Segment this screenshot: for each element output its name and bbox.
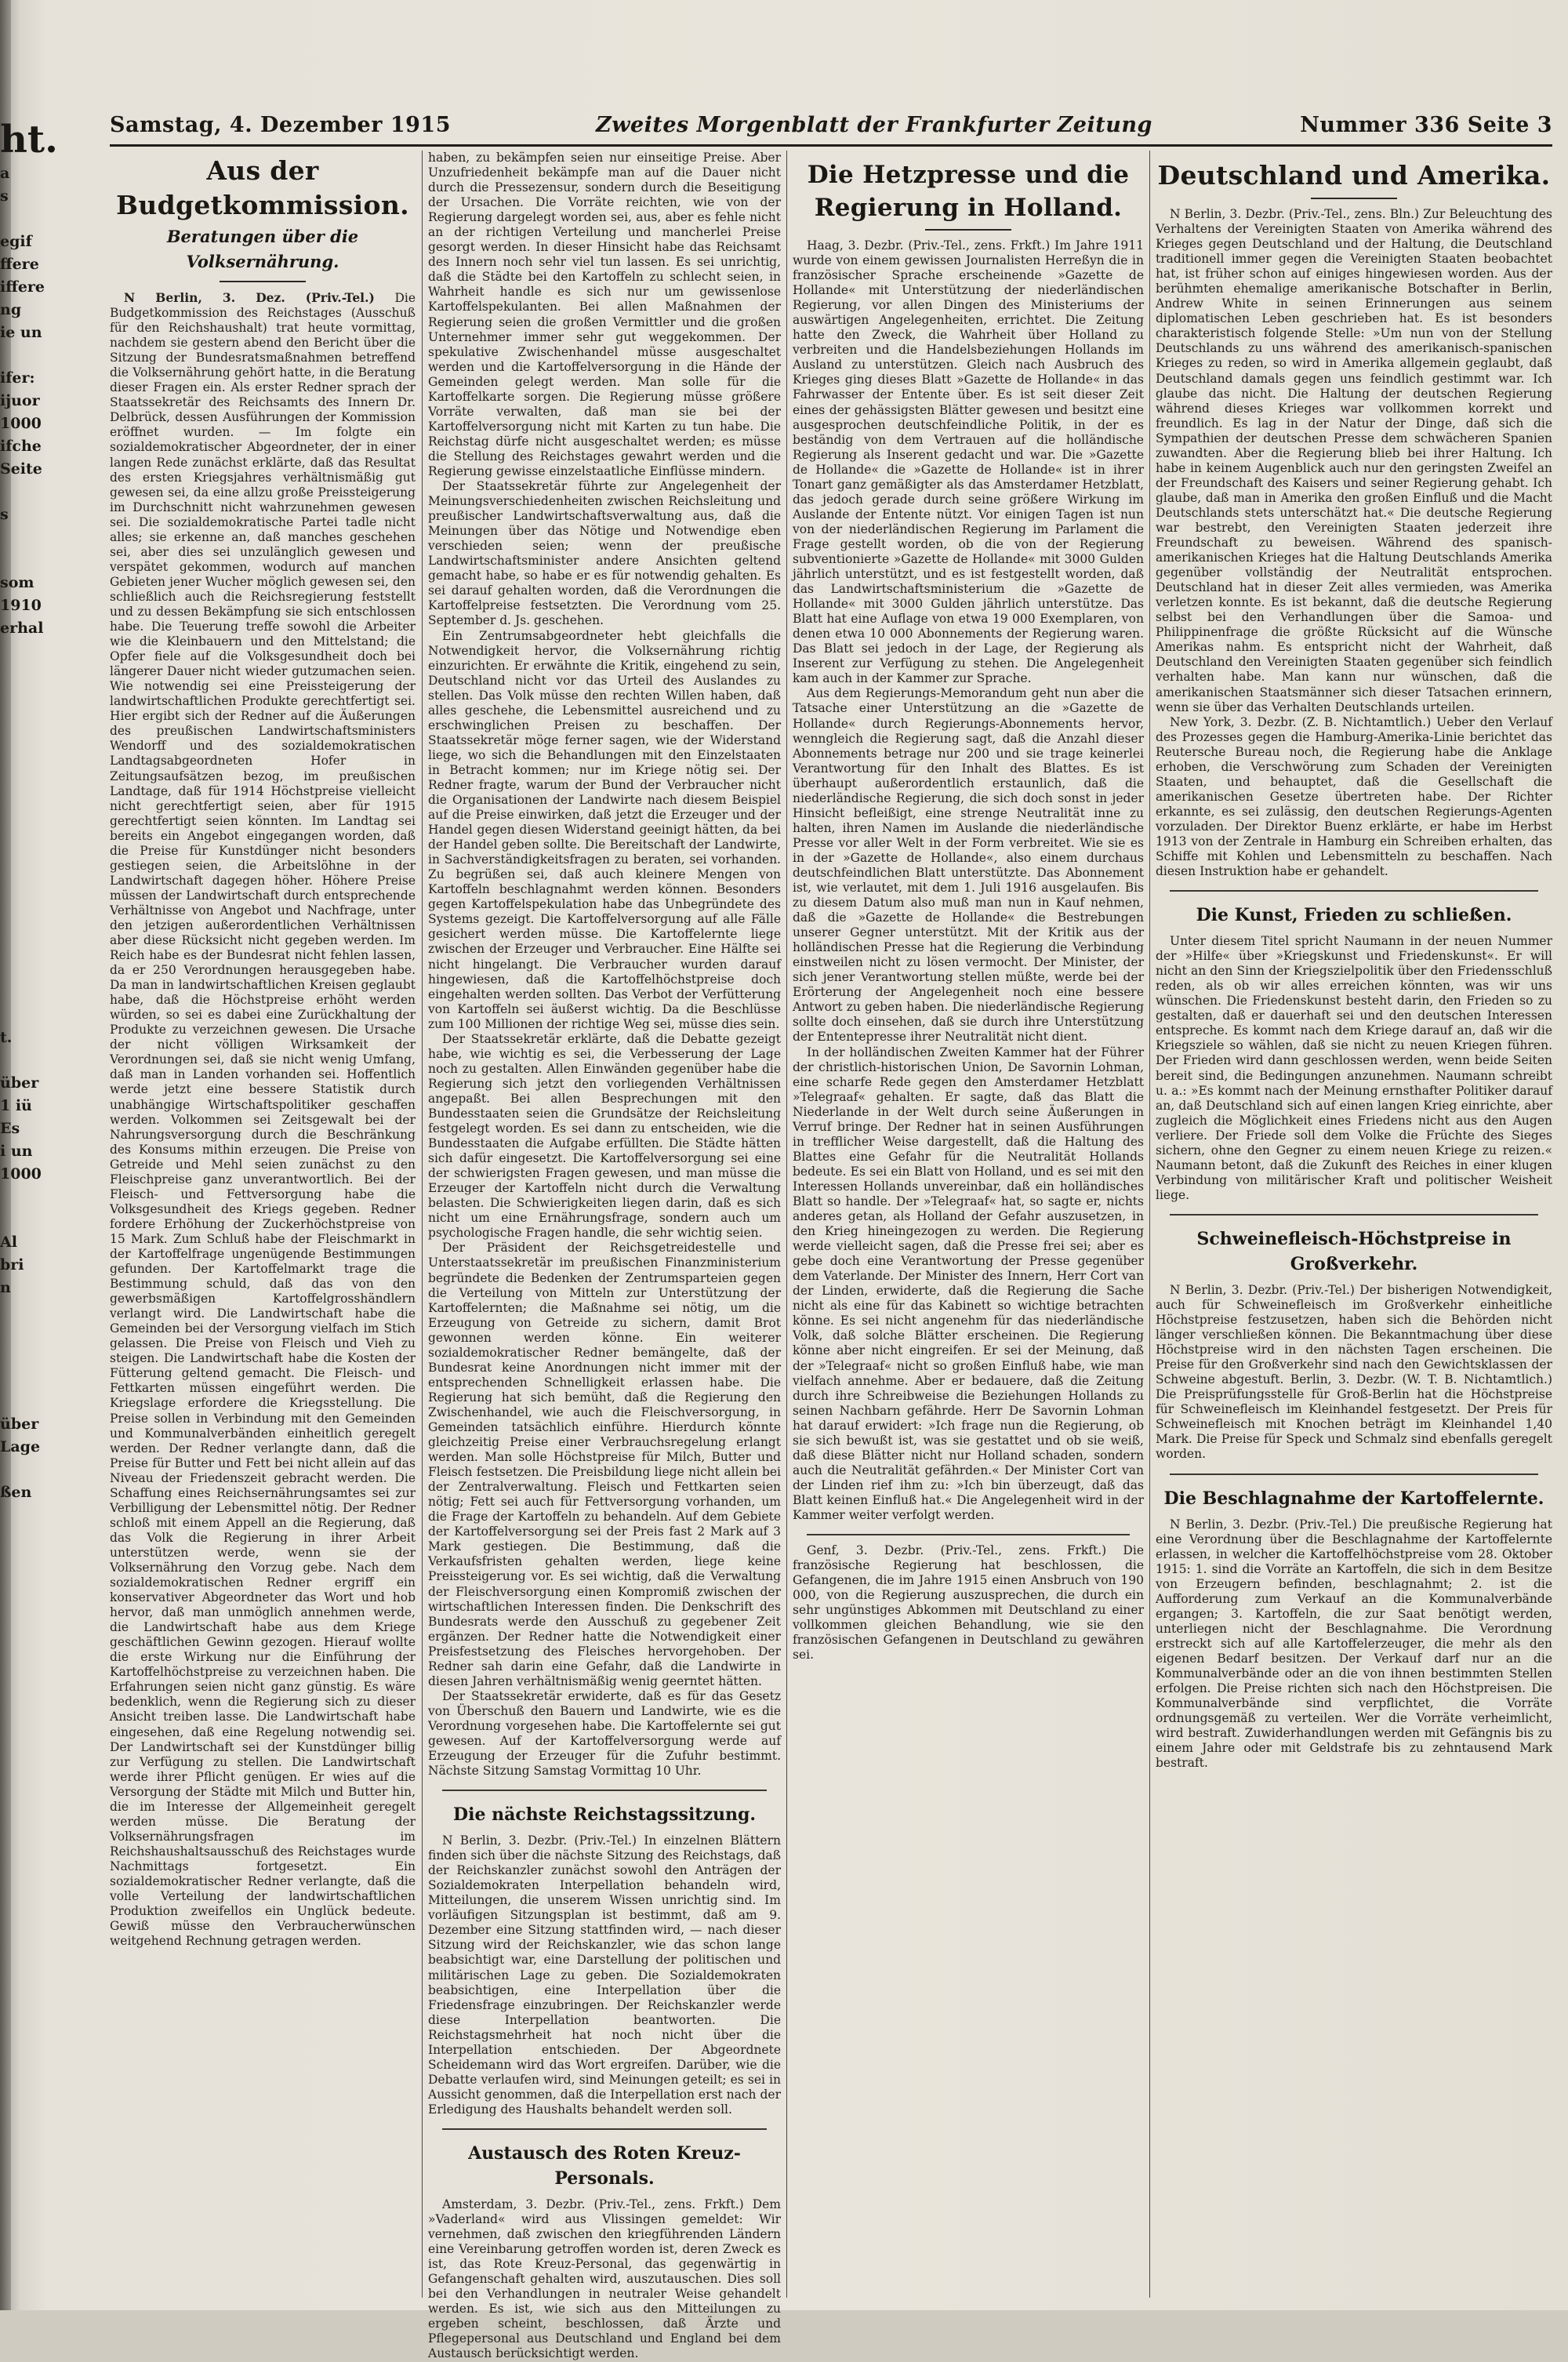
cut-fragment: ifer:	[0, 369, 35, 387]
cut-fragment: ifche	[0, 438, 42, 455]
article-body	[793, 238, 1144, 1523]
paragraph: Der Staatssekretär erklärte, daß die Debatte gezeigt habe, wie wichtig es sei, die Verbesserung der Lage noch zu gestalten. Allen Einwänden gegenüber habe die Regierung sich jetzt den vorliegenden Verhältnissen angepaßt. Bei allen Besprechungen mit den Bundesstaaten seien die Grundsätze der Reichsleitung festgelegt worden. Es sei dann zu entscheiden, wie die Bundesstaaten die Aufgabe erfüllten. Die Städte hätten sich dafür eingesetzt. Die Kartoffelversorgung sei eine der schwierigsten Fragen gewesen, und man müsse die Erzeuger der Kartoffeln nicht durch die Verwaltung belasten. Die Schwierigkeiten liegen darin, daß es sich nicht um eine Ernährungsfrage, sondern auch um psychologische Fragen handle, die sehr wichtig seien.	[428, 1031, 781, 1241]
section-headline: Schweinefleisch-Höchstpreise in Großverkehr.	[1196, 1228, 1512, 1274]
cut-fragment	[0, 345, 28, 366]
cut-fragment: 1910	[0, 597, 42, 614]
cut-fragment	[0, 1687, 28, 1708]
cut-fragment	[0, 1732, 28, 1753]
cut-fragment: über	[0, 1415, 39, 1433]
masthead	[110, 108, 1552, 147]
cut-fragment	[0, 754, 28, 776]
cut-fragment	[0, 1937, 28, 1958]
section-rule	[442, 1790, 767, 1791]
cut-fragment: Al	[0, 1234, 17, 1251]
cut-fragment	[0, 709, 28, 730]
column-1	[110, 151, 416, 2298]
cut-fragment	[0, 1869, 28, 1890]
cut-fragment	[0, 209, 28, 230]
article-body	[1156, 934, 1552, 1203]
cut-fragment: ijuor	[0, 392, 40, 409]
cut-fragment	[0, 1573, 28, 1594]
paragraph: Aus dem Regierungs-Memorandum geht nun aber die Tatsache einer Unterstützung an die »Gazette de Hollande« durch Regierungs-Abonnements hervor, wenngleich die Regierung sagt, daß die Anzahl dieser Abonnements betrage nur 200 und sie trage keinerlei Verantwortung für den Inhalt des Blattes. Es ist überhaupt außerordentlich erstaunlich, daß die niederländische Regierung, die sich doch sonst in jeder Hinsicht befleißigt, eine strenge Neutralität inne zu halten, ihren Namen im Auslande die niederländische Presse vor aller Welt in der Form verbreitet. Wie sie es in der »Gazette de Hollande«, also einem durchaus deutschfeindlichen Blatt unterstützte. Das Abonnement ist, wie verlautet, mit dem 1. Juli 1916 ausgelaufen. Bis zu diesem Datum also muß man nun in Kauf nehmen, daß die »Gazette de Hollande« die Bestrebungen unserer Gegner unterstützt. Mit der Kritik aus der holländischen Presse hat die Regierung die Verbindung einstweilen nicht zu lösen vermocht. Der Minister, der sich jener Verantwortung stellen müßte, werde bei der Erörterung der Angelegenheit noch eine bessere Antwort zu geben haben. Die niederländische Regierung sollte doch einsehen, daß sie durch ihre Unterstützung der Ententepresse ihrer Neutralität nicht dient.	[793, 686, 1144, 1045]
column-divider	[1149, 151, 1150, 2298]
paragraph: Ein Zentrumsabgeordneter hebt gleichfalls die Notwendigkeit hervor, die Volksernährung richtig einzurichten. Er erwähnte die Kritik, eingehend zu sein, Deutschland nicht vor das Urteil des Auslandes zu stellen. Das Volk müsse den rechten Willen haben, daß alles geschehe, die Lebensmittel ausreichend und zu erschwinglichen Preisen zu beschaffen. Der Staatssekretär möge ferner sagen, wie der Widerstand liege, wo sich die Behandlungen mit den Einzelstaaten in Betracht kommen; nur im Kriege nötig sei. Der Redner fragte, warum der Bund der Verbraucher nicht die Organisationen der Landwirte nach diesem Beispiel auf die Preise einwirken, daß jetzt die Erzeuger und der Handel gegen diesen Widerstand geeinigt hätten, da bei der Handel geben sollte. Die Bereitschaft der Landwirte, in Sachverständigkeitsfragen zu beraten, sei vorhanden. Zu begrüßen sei, daß auch kleinere Mengen von Kartoffeln beschlagnahmt werden können. Besonders gegen Kartoffelspekulation habe das Unbegründete des Systems gezeigt. Die Kartoffelversorgung auf alle Fälle gesichert werden müsse. Die Kartoffelernte liege zwischen der Erzeuger und Verbraucher. Eine Hälfte sei nicht hingelangt. Die Verbraucher wurden darauf hingewiesen, daß die Kartoffelhöchstpreise doch eingehalten werden sollten. Das Verbot der Verfütterung von Kartoffeln sei äußerst wichtig. Da die Beschlüsse zum 100 Millionen der richtige Weg sei, müsse dies sein.	[428, 628, 781, 1031]
article-text: Die Budgetkommission des Reichstages (Ausschuß für den Reichshaushalt) trat heute vormittag, nachdem sie gestern abend den Bericht über die Sitzung der Bundesratsmaßnahmen betreffend die Volksernährung gehört hatte, in die Beratung dieser Fragen ein. Als erster Redner sprach der Staatssekretär des Reichsamts des Innern Dr. Delbrück, dessen Ausführungen der Kommission eröffnet wurden. — Im folgte ein sozialdemokratischer Abgeordneter, der in einer langen Rede zunächst erklärte, daß das Resultat des ersten Kriegsjahres verhältnismäßig gut gewesen sei, da eine allzu große Preissteigerung im Durchschnitt nicht wahrzunehmen gewesen sei. Die sozialdemokratische Partei tadle nicht alles; sie erkenne an, daß manches geschehen sei, aber dies sei unzulänglich gewesen und verspätet gekommen, wodurch auf manchen Gebieten jener Wucher möglich gewesen sei, den schließlich auch die Reichsregierung feststellt und zu dessen Bekämpfung sie sich entschlossen habe. Die Teuerung treffe sowohl die Arbeiter wie die Kleinbauern und den Mittelstand; die Opfer fiele auf die Volksgesundheit doch bei längerer Dauer nicht wieder gutzumachen seien. Wie notwendig sei eine Preissteigerung der landwirtschaftlichen Produkte gerechtfertigt sei. Hier ergibt sich der Redner auf die Äußerungen des preußischen Landwirtschaftsministers Wendorff und des sozialdemokratischen Landtagsabgeordneten Hofer in Zeitungsaufsätzen bezog, im preußischen Landtage, daß für 1914 Höchstpreise vielleicht nicht gerechtfertigt seien, aber für 1915 gerechtfertigt seien könnten. Im Landtag sei bereits ein Angebot eingegangen worden, daß die Preise für Kunstdünger nicht besonders gestiegen seien, die Arbeitslöhne in der Landwirtschaft dagegen höher. Höhere Preise müssen der Landwirtschaft durch entsprechende Verhältnisse von Angebot und Nachfrage, unter den jetzigen außerordentlichen Verhältnissen aber diese Rücksicht nicht gegeben werden. Im Reich habe es der Bundesrat nicht fehlen lassen, da er 250 Verordnungen herausgegeben habe. Da man in landwirtschaftlichen Kreisen geglaubt habe, daß die Höchstpreise erhöht werden würden, so sei es dabei eine Zurückhaltung der Produkte zu verzeichnen gewesen. Die Ursache der nicht völligen Wirksamkeit der Verordnungen sei, daß sie nicht wenig Umfang, daß man in Landen vorhanden sei. Hoffentlich werde jetzt eine bessere Statistik durch unabhängige Wirtschaftspolitiker geschaffen werden. Volkommen sei Zeitsgewalt bei der Nahrungsversorgung durch die Beschränkung des Konsums mithin erzeugen. Die Preise von Getreide und Mehl seien zunächst zu den Fleischpreise ganz unverantwortlich. Bei der Fleisch- und Fettversorgung habe die Volksgesundheit des Kriegs gegeben. Redner fordere Erhöhung der Zuckerhöchstpreise von 15 Mark. Zum Schluß habe der Fleischmarkt in der Kartoffelfrage ungenügende Bestimmungen gefunden. Der Kartoffelmarkt trage die Bestimmung schuld, daß das von den gewerbsmäßigen Kartoffelgrosshändlern verlangt wird. Die Landwirtschaft habe die Gemeinden bei der Versorgung vielfach im Stich gelassen. Die Preise von Fleisch und Vieh zu steigen. Die Landwirtschaft habe die Kosten der Fütterung geltend gemacht. Die Fleisch- und Fettkarten müssen eingeführt werden. Die Kriegslage erfordere die Kriegsstellung. Die Preise sollen in Verbindung mit den Gemeinden und Kommunalverbänden einheitlich geregelt werden. Der Redner verlangte dann, daß die Preise für Butter und Fett bei nicht allein auf das Niveau der Friedenszeit gebracht werden. Die Schaffung eines Reichsernährungsamtes sei zur Verbilligung der Lebensmittel nötig. Der Redner schloß mit einem Appell an die Regierung, daß das Volk die Regierung in ihrer Arbeit unterstützen werde, wenn sie der Volksernährung den Vorzug gebe. Nach dem sozialdemokratischen Redner ergriff ein konservativer Abgeordneter das Wort und hob hervor, daß man unmöglich annehmen werde, die Landwirtschaft habe aus dem Kriege geschäftlichen Gewinn gezogen. Hierauf wollte die erste Wirkung nur die Einführung der Kartoffelhöchstpreise zu verzeichnen haben. Die Erfahrungen seien nicht ganz günstig. Es wäre bedenklich, wenn die Regierung sich zu dieser Ansicht treiben lasse. Die Landwirtschaft habe eingesehen, daß eine Regelung notwendig sei. Der Landwirtschaft sei der Kunstdünger billig zur Verfügung zu stellen. Die Landwirtschaft werde ihrer Pflicht genügen. Er wies auf die Versorgung der Städte mit Milch und Butter hin, die im Interesse der Allgemeinheit geregelt werden müsse. Die Beratung der Volksernährungsfragen im Reichshaushaltsausschuß des Reichstages wurde Nachmittags fortgesetzt. Ein sozialdemokratischer Redner verlangte, daß die volle Verteilung der landwirtschaftlichen Produktion zweifellos ein Unglück bedeute. Gewiß müsse den Verbraucherwünschen weitgehend Rechnung getragen werden.	[110, 291, 416, 1949]
cut-fragment	[0, 663, 28, 685]
cut-fragment	[0, 1596, 28, 1617]
cut-fragment	[0, 982, 28, 1003]
paragraph: N Berlin, 3. Dezbr. (Priv.-Tel.) Der bisherigen Notwendigkeit, auch für Schweinefleisch im Großverkehr einheitliche Höchstpreise festzusetzen, haben sich die Behörden nicht länger verschließen können. Die Bekanntmachung über diese Höchstpreise wird in den nächsten Tagen erscheinen. Die Preise für den Großverkehr sind nach den Gewichtsklassen der Schweine abgestuft. Berlin, 3. Dezbr. (W. T. B. Nichtamtlich.) Die Preisprüfungsstelle für Groß-Berlin hat die Höchstpreise für Schweinefleisch im Kleinhandel festgesetzt. Der Preis für Schweinefleisch mit Knochen beträgt im Kleinhandel 1,40 Mark. Die Preise für Speck und Schmalz sind ebenfalls geregelt worden.	[1156, 1282, 1552, 1462]
issue-number-page: Nummer 336 Seite 3	[1300, 113, 1552, 137]
cut-fragment: Es	[0, 1120, 20, 1137]
section-rule	[1170, 1474, 1538, 1475]
article-body	[1156, 1283, 1552, 1463]
cut-fragment: Lage	[0, 1438, 41, 1455]
cut-fragment	[0, 1323, 28, 1344]
cut-fragment	[0, 550, 28, 571]
cut-fragment: ffere	[0, 256, 39, 273]
newspaper-title: Zweites Morgenblatt der Frankfurter Zeitung	[596, 113, 1152, 137]
article-body	[110, 290, 416, 1949]
section-rule	[1170, 1214, 1538, 1216]
paragraph: Amsterdam, 3. Dezbr. (Priv.-Tel., zens. Frkft.) Dem »Vaderland« wird aus Vlissingen gemeldet: Wir vernehmen, daß zwischen den kriegführenden Ländern eine Vereinbarung getroffen worden ist, deren Zweck es ist, das Rote Kreuz-Personal, das gegenwärtig in Gefangenschaft gehalten wird, auszutauschen. Dies soll bei den Verhandlungen in neutraler Weise gehandelt werden. Es ist, wie sich aus den Mitteilungen zu ergeben scheint, beschlossen, daß Ärzte und Pflegepersonal aus Deutschland und England bei dem Austausch berücksichtigt werden.	[428, 2197, 781, 2361]
cut-fragment	[0, 1005, 28, 1026]
cut-fragment	[0, 868, 28, 889]
cut-fragment: ßen	[0, 1484, 32, 1501]
article-body	[428, 1833, 781, 2117]
cut-fragment: über	[0, 1074, 39, 1092]
cut-fragment: t.	[0, 1029, 13, 1046]
paragraph: In der holländischen Zweiten Kammer hat der Führer der christlich-historischen Union, De Savornin Lohman, eine scharfe Rede gegen den Amsterdamer Hetzblatt »Telegraaf« gehalten. Er sagte, daß das Blatt die Niederlande in der Welt durch seine Äußerungen in Verruf bringe. Der Redner hat in seinen Ausführungen in trefflicher Weise dargestellt, daß die Haltung des Blattes eine Gefahr für die Neutralität Hollands bedeute. Es sei ein Blatt von Holland, und es sei mit den Interessen Hollands unvereinbar, daß ein holländisches Blatt so handle. Der »Telegraaf« hat, so sagte er, nichts anderes getan, als Holland der Gefahr auszusetzen, in den Krieg hineingezogen zu werden. Die Regierung werde vielleicht sagen, daß die Presse frei sei; aber es gebe doch eine Verantwortung der Presse gegenüber dem Vaterlande. Der Minister des Innern, Herr Cort van der Linden, erwiderte, daß die Regierung die Sache nicht als eine für das Kabinett so wichtige betrachten könne. Es sei nicht angenehm für das niederländische Volk, daß solche Blätter erscheinen. Die Regierung könne aber nicht eingreifen. Er sei der Meinung, daß der »Telegraaf« nicht so großen Einfluß habe, wie man vielfach annehme. Aber er bedauere, daß die Zeitung durch ihre Schreibweise die Beziehungen Hollands zu seinen Nachbarn gefährde. Herr De Savornin Lohman hat darauf erwidert: »Ich frage nun die Regierung, ob sie sich bewußt ist, was sie gestattet und ob sie weiß, daß diese Blätter nicht nur Holland schaden, sondern auch die Neutralität gefährden.« Der Minister Cort van der Linden rief ihm zu: »Ich bin überzeugt, daß das Blatt keinen Einfluß hat.« Die Angelegenheit wird in der Kammer weiter verfolgt werden.	[793, 1045, 1144, 1522]
article-body	[1156, 207, 1552, 879]
article-headline: Die Hetzpresse und die Regierung in Holland.	[807, 161, 1130, 222]
cut-fragment	[0, 959, 28, 980]
paragraph: N Berlin, 3. Dezbr. (Priv.-Tel.) Die preußische Regierung hat eine Verordnung über die Beschlagnahme der Kartoffelernte erlassen, in welcher die Kartoffelhöchstpreise vom 28. Oktober 1915: 1. sind die Vorräte an Kartoffeln, die sich in dem Besitze von Erzeugern befinden, beschlagnahmt; 2. ist die Aufforderung zum Verkauf an die Kommunalverbände ergangen; 3. Kartoffeln, die zur Saat benötigt werden, unterliegen nicht der Beschlagnahme. Die Verordnung erstreckt sich auf alle Kartoffelerzeuger, die mehr als den eigenen Bedarf besitzen. Der Verkauf darf nur an die Kommunalverbände oder an die von ihnen bestimmten Stellen erfolgen. Die Preise richten sich nach den Höchstpreisen. Die Kommunalverbände sind verpflichtet, die Vorräte ordnungsgemäß zu verteilen. Wer die Vorräte verheimlicht, wird bestraft. Zuwiderhandlungen werden mit Gefängnis bis zu einem Jahre oder mit Geldstrafe bis zu zehntausend Mark bestraft.	[1156, 1517, 1552, 1771]
cut-fragment	[0, 481, 28, 503]
cut-fragment	[0, 1391, 28, 1412]
cut-fragment	[0, 800, 28, 821]
cut-fragments	[0, 163, 45, 1958]
cut-fragment: a	[0, 165, 10, 182]
cut-fragment	[0, 1846, 28, 1867]
section-headline: Austausch des Roten Kreuz-Personals.	[468, 2143, 741, 2189]
cut-fragment	[0, 1778, 28, 1799]
cut-fragment: 1000	[0, 415, 42, 432]
cut-fragment	[0, 1641, 28, 1662]
section-rule	[807, 1534, 1130, 1535]
paragraph: Haag, 3. Dezbr. (Priv.-Tel., zens. Frkft.) Im Jahre 1911 wurde von einem gewissen Journalisten Herreßyn die in französischer Sprache erscheinende »Gazette de Hollande« mit Unterstützung der niederländischen Regierung, vor allen Dingen des Ministeriums der auswärtigen Angelegenheiten, errichtet. Die Zeitung hatte den Zweck, die Wahrheit über Holland zu verbreiten und die Handelsbeziehungen Hollands im Ausland zu unterstützen. Gleich nach Ausbruch des Krieges ging dieses Blatt »Gazette de Hollande« in das Fahrwasser der Entente über. Es ist seit dieser Zeit eines der gehässigsten Blätter gewesen und besitzt eine ausgesprochen deutschfeindliche Politik, in der es beständig von dem Vertrauen auf die holländische Regierung als Inserent gedacht und war. Die »Gazette de Hollande« die »Gazette de Hollande« ist in ihrer Tonart ganz gemäßigter als das Amsterdamer Hetzblatt, das jedoch gerade durch seine größere Wirkung im Auslande der Entente nützt. Vor einigen Tagen ist nun von der niederländischen Regierung im Parlament die Frage gestellt worden, ob die von der Regierung subventionierte »Gazette de Hollande« mit 3000 Gulden jährlich unterstützt, und es ist festgestellt worden, daß das Landwirtschaftsministerium die »Gazette de Hollande« mit 3000 Gulden jährlich unterstütze. Das Blatt hat eine Auflage von etwa 19 000 Exemplaren, von denen etwa 10 000 Abonnements der Regierung waren. Das Blatt sei jedoch in der Lage, der Regierung als Inserent zur Verfügung zu stehen. Die Angelegenheit kam auch in der Kammer zur Sprache.	[793, 238, 1144, 686]
cut-fragment	[0, 823, 28, 844]
cut-fragment	[0, 1300, 28, 1321]
article-subheadline: Beratungen über die Volksernährung.	[166, 227, 359, 271]
cut-fragment	[0, 1914, 28, 1935]
paragraph: Der Staatssekretär erwiderte, daß es für das Gesetz von Überschuß den Bauern und Landwirte, wie es die Verordnung vorgesehen habe. Die Kartoffelernte sei gut gewesen. Auf der Kartoffelversorgung werde auf Erzeugung der Erzeuger für die Zufuhr bestimmt. Nächste Sitzung Samstag Vormittag 10 Uhr.	[428, 1688, 781, 1779]
cut-fragment: ng	[0, 301, 22, 318]
paragraph: Der Staatssekretär führte zur Angelegenheit der Meinungsverschiedenheiten zwischen Reichsleitung und preußischer Landwirtschaftsverwaltung aus, daß die Meinungen über das Nötige und Notwendige eben verschieden seien; wenn der preußische Landwirtschaftsminister andere Ansichten geltend gemacht habe, so habe er es für notwendig gehalten. Es sei darauf gehalten worden, daß die Verordnungen die Kartoffelpreise festsetzten. Die Verordnung vom 25. September d. Js. geschehen.	[428, 479, 781, 628]
section-rule	[442, 2128, 767, 2130]
cut-fragment	[0, 1050, 28, 1071]
article-body	[428, 2197, 781, 2362]
article-body	[793, 1543, 1144, 1662]
paragraph: New York, 3. Dezbr. (Z. B. Nichtamtlich.) Ueber den Verlauf des Prozesses gegen die Hamburg-Amerika-Linie berichtet das Reutersche Bureau noch, die Regierung habe die Anklage erhoben, die Verschwörung zum Schaden der Vereinigten Staaten, und behauptet, daß die Gesellschaft die amerikanischen Gesetze übertreten habe. Der Richter erkannte, es sei zulässig, den deutschen Regierungs-Agenten vorzuladen. Der Direktor Buenz erklärte, er habe im Herbst 1913 von der Zentrale in Hamburg ein Schreiben erhalten, das Schiffe mit Kohlen und Lebensmitteln zu beschaffen. Nach diesen Instruktion habe er gehandelt.	[1156, 714, 1552, 879]
dateline: N Berlin, 3. Dez. (Priv.-Tel.)	[124, 290, 375, 305]
cut-fragment: erhal	[0, 620, 44, 637]
cut-fragment	[0, 1823, 28, 1844]
cut-fragment	[0, 686, 28, 707]
short-rule	[925, 229, 1011, 231]
cut-fragment: bri	[0, 1256, 24, 1274]
article-continuation	[428, 151, 781, 1779]
cut-fragment	[0, 891, 28, 912]
cut-fragment	[0, 641, 28, 662]
cut-fragment	[0, 777, 28, 798]
cut-fragment	[0, 1755, 28, 1776]
cut-headline: ht.	[0, 118, 58, 162]
cut-fragment	[0, 1801, 28, 1822]
section-rule	[1170, 890, 1538, 892]
section-headline: Die Beschlagnahme der Kartoffelernte.	[1163, 1488, 1544, 1509]
paragraph: N Berlin, 3. Dezbr. (Priv.-Tel., zens. Bln.) Zur Beleuchtung des Verhaltens der Vereinigten Staaten von Amerika während des Krieges gegen Deutschland und der Haltung, die Deutschland traditionell immer gegen die Vereinigten Staaten beobachtet hat, ist früher schon auf einiges hingewiesen worden. Aus der berühmten ehemalige amerikanische Botschafter in Berlin, Andrew White in seinen Erinnerungen aus seinem diplomatischen Leben geschrieben hat. Es ist besonders charakteristisch folgende Stelle: »Um nun von der Stellung Deutschlands zu uns während des amerikanisch-spanischen Krieges zu reden, so wird in Amerika allgemein geglaubt, daß Deutschland damals gegen uns feindlich gestimmt war. Ich glaube das nicht. Die Haltung der deutschen Regierung während dieses Krieges war vollkommen korrekt und freundlich. Es lag in der Natur der Dinge, daß sich die Sympathien der deutschen Presse dem schwächeren Spanien zuwandten. Aber die Regierung blieb bei ihrer Haltung. Ich habe in keinem Augenblick auch nur den geringsten Zweifel an der Freundschaft des Kaisers und seiner Regierung gehabt. Ich glaube, daß man in Amerika den großen Einfluß und die Macht Deutschlands stets unterschätzt hat.« Die deutsche Regierung war bestrebt, den Vereinigten Staaten jederzeit ihre Freundschaft zu beweisen. Während des spanisch-amerikanischen Krieges hat die Haltung Deutschlands Amerika gegenüber vollständig der Neutralität entsprochen. Deutschland hat in dieser Zeit alles vermieden, was Amerika verletzen konnte. Es ist bekannt, daß die deutsche Regierung selbst bei den Verhandlungen über die Samoa- und Philippinenfrage die größte Rücksicht auf die Wünsche Amerikas nahm. Es entspricht nicht der Wahrheit, daß Deutschland den Vereinigten Staaten gegenüber sich feindlich verhalten habe. Man kann nur wünschen, daß die amerikanischen Staatsmänner sich dieser Tatsachen erinnern, wenn sie über das Verhalten Deutschlands urteilen.	[1156, 207, 1552, 714]
cut-fragment	[0, 1505, 28, 1526]
cut-fragment: 1 iü	[0, 1097, 32, 1114]
cut-fragment: Seite	[0, 460, 42, 478]
cut-fragment	[0, 914, 28, 935]
paragraph: Genf, 3. Dezbr. (Priv.-Tel., zens. Frkft.) Die französische Regierung hat beschlossen, die Gefangenen, die im Jahre 1915 einen Ansbruch von 190 000, von die Regierung auszusprechen, die durch ein sehr ungünstiges Abkommen mit Deutschland zu einer vollkommen gleichen Behandlung, wie sie den französischen Gefangenen in Deutschland zu gewähren sei.	[793, 1543, 1144, 1662]
column-divider	[786, 151, 787, 2298]
article-headline: Deutschland und Amerika.	[1157, 160, 1551, 191]
cut-fragment: som	[0, 574, 34, 591]
cut-fragment: s	[0, 187, 9, 205]
issue-date: Samstag, 4. Dezember 1915	[110, 113, 451, 137]
short-rule	[220, 281, 306, 282]
article-body	[1156, 1517, 1552, 1772]
column-3	[793, 151, 1144, 2298]
cut-fragment: iffere	[0, 278, 45, 296]
cut-fragment	[0, 1209, 28, 1230]
cut-fragment: s	[0, 506, 9, 523]
paragraph: haben, zu bekämpfen seien nur einseitige Preise. Aber Unzufriedenheit bekämpfe man auf die Dauer nicht durch die Pressezensur, sondern durch die Beseitigung der Ursachen. Die Vorräte reichten, wie von der Regierung dargelegt worden sei, aus, aber es fehle nicht an der richtigen Verteilung und mancherlei Preise gesorgt werden. In dieser Hinsicht habe das Reichsamt des Innern noch sehr viel tun lassen. Es sei unrichtig, daß die Städte bei den Kartoffeln zu schlecht seien, in Wahrheit handle es sich nur um gewissenlose Kartoffelspekulanten. Bei allen Maßnahmen der Regierung seien die großen Vermittler und die großen Unternehmer immer sehr gut weggekommen. Der spekulative Zwischenhandel müsse ausgeschaltet werden und die Kartoffelversorgung in die Hände der Gemeinden gelegt werden. Man solle für die Kartoffelkarte sorgen. Die Regierung müsse größere Vorräte verwalten, daß man sie bei der Kartoffelversorgung nicht mit Karten zu tun habe. Die Reichstag dürfe nicht ausgeschaltet werden; es müsse die Stellung des Reichstages gewahrt werden und die Regierung gewisse einzelstaatliche Einflüsse mindern.	[428, 151, 781, 478]
column-2	[428, 151, 781, 2361]
cut-fragment	[0, 732, 28, 753]
short-rule	[1311, 198, 1397, 199]
cut-fragment	[0, 1346, 28, 1367]
cut-fragment	[0, 1891, 28, 1913]
column-4	[1156, 151, 1552, 2298]
paragraph: N Berlin, 3. Dezbr. (Priv.-Tel.) In einzelnen Blättern finden sich über die nächste Sitzung des Reichstags, daß der Reichskanzler zunächst sowohl den Anträgen der Sozialdemokraten Interpellation behandeln wird, Mitteilungen, die unserem Wissen unrichtig sind. Im vorläufigen Sitzungsplan ist bestimmt, daß am 9. Dezember eine Sitzung stattfinden wird, — nach dieser Sitzung wird der Reichskanzler, wie das schon lange beabsichtigt war, eine Darstellung der politischen und militärischen Lage zu geben. Die Sozialdemokraten beabsichtigen, eine Interpellation über die Friedensfrage einzubringen. Der Reichskanzler werde diese Interpellation beantworten. Die Reichstagsmehrheit hat noch nicht über die Interpellation entschieden. Der Abgeordnete Scheidemann wird das Wort ergreifen. Darüber, wie die Debatte verlaufen wird, sind Meinungen geteilt; es sei in Aussicht genommen, daß die Interpellation erst nach der Erledigung des Haushalts behandelt werden soll.	[428, 1833, 781, 2117]
cut-fragment	[0, 1459, 28, 1481]
previous-page-column-fragment	[0, 118, 58, 2282]
cut-fragment	[0, 1528, 28, 1549]
paragraph: Unter diesem Titel spricht Naumann in der neuen Nummer der »Hilfe« über »Kriegskunst und Friedenskunst«. Er will nicht an den Sinn der Kriegszielpolitik über den Friedensschluß reden, als ob wir alles erreichen könnten, was wir uns wünschen. Die Friedenskunst besteht darin, den Frieden so zu gestalten, daß er dauerhaft sei und den deutschen Interessen entspreche. Es kommt nach dem Kriege darauf an, daß wir die Kriegsziele so wählen, daß sie nicht zu neuen Kriegen führen. Der Frieden wird dann geschlossen werden, wenn beide Seiten bereit sind, die Bedingungen anzunehmen. Naumann schreibt u. a.: »Es kommt nach der Meinung ernsthafter Politiker darauf an, daß Deutschland sich auf einen langen Krieg einrichte, aber zugleich die Möglichkeit eines Friedens nicht aus den Augen verliere. Der Friede soll dem Volke die Früchte des Sieges sichern, ohne den Gegner zu einem neuen Kriege zu reizen.« Naumann betont, daß die Zukunft des Reiches in einer klugen Verbindung von militärischer Kraft und politischer Weisheit liege.	[1156, 934, 1552, 1202]
cut-fragment	[0, 1368, 28, 1390]
masthead-rule	[110, 144, 1552, 147]
cut-fragment: egif	[0, 233, 32, 250]
column-divider	[422, 151, 423, 2298]
paragraph: Der Präsident der Reichsgetreidestelle und Unterstaatssekretär im preußischen Finanzministerium begründete die Bedenken der Zentrumsparteien gegen die Verteilung von Mitteln zur Unterstützung der Kartoffelernten; die Maßnahme sei nötig, um die Erzeugung von Getreide zu sichern, damit Brot gewonnen werden könne. Ein weiterer sozialdemokratischer Redner bemängelte, daß der Bundesrat keine Anordnungen nicht immer mit der entsprechenden Schnelligkeit erlassen habe. Die Regierung hat sich bemüht, daß die Regierung den Zwischenhandel, wie auch die Fleischversorgung, in Gemeinden tatsächlich einführe. Hierdurch könnte gleichzeitig Preise einer Verbrauchsregelung erlangt werden. Man solle Höchstpreise für Milch, Butter und Fleisch festsetzen. Die Preisbildung liege nicht allein bei der Zentralverwaltung. Fleisch und Fettkarten seien nötig; Fett sei auch für Fettversorgung vorhanden, um die Frage der Kartoffeln zu behandeln. Auf dem Gebiete der Kartoffelversorgung sei der Preis fast 2 Mark auf 3 Mark gestiegen. Die Bestimmung, daß die Verkaufsfristen gehalten werden, liege keine Preissteigerung vor. Es sei wichtig, daß die Verwaltung der Fleischversorgung einen Kompromiß zwischen der wirtschaftlichen Interessen finden. Die Denkschrift des Bundesrats werde den Ausschuß zu gegebener Zeit ergänzen. Der Redner hatte die Notwendigkeit einer Preisfestsetzung des Fleisches hervorgehoben. Der Redner sah darin eine Gefahr, daß die Landwirte in diesen Jahren verhältnismäßig wenig geerntet hätten.	[428, 1241, 781, 1688]
cut-fragment: ie un	[0, 324, 42, 341]
cut-fragment	[0, 1186, 28, 1208]
cut-fragment	[0, 1710, 28, 1731]
cut-fragment	[0, 936, 28, 958]
cut-fragment: 1000	[0, 1165, 42, 1183]
cut-fragment: n	[0, 1279, 11, 1296]
section-headline: Die Kunst, Frieden zu schließen.	[1196, 905, 1512, 926]
cut-fragment	[0, 1664, 28, 1685]
article-headline: Aus der Budgetkommission.	[116, 155, 409, 220]
cut-fragment	[0, 1550, 28, 1572]
cut-fragment	[0, 1619, 28, 1640]
section-headline: Die nächste Reichstagssitzung.	[453, 1804, 756, 1826]
cut-fragment: i un	[0, 1143, 33, 1160]
cut-fragment	[0, 845, 28, 867]
cut-fragment	[0, 527, 28, 548]
